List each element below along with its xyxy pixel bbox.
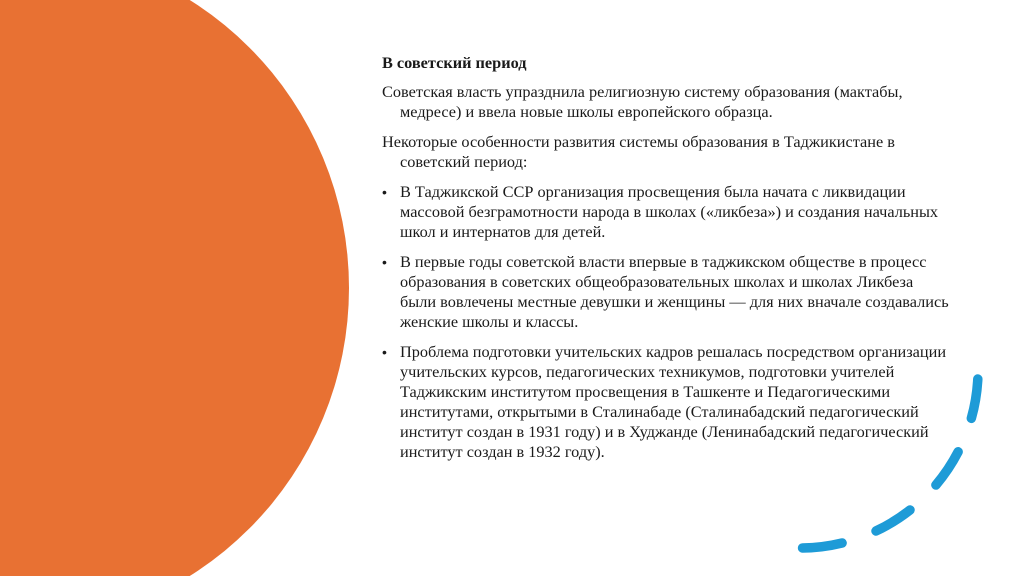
intro-paragraph: Советская власть упразднила религиозную систему образования (мактабы, медресе) и ввела новые школы европейского образца.	[382, 82, 903, 121]
bullet-item	[382, 182, 952, 242]
bullet-text: Проблема подготовки учительских кадров решалась посредством организации учительских курсов, педагогических техникумов, подготовки учителей Таджикским институтом просвещения в Ташкенте и Педагогическими институтами, открытыми в Сталинабаде (Сталинабадский педагогический институт создан в 1931 году) и в Худжанде (Ленинабадский педагогический институт создан в 1932 году).	[400, 342, 947, 461]
bullet-text: В первые годы советской власти впервые в таджикском обществе в процесс образования в советских общеобразовательных школах и школах Ликбеза были вовлечены местные девушки и женщины — для них вначале создавались женские школы и классы.	[400, 252, 949, 331]
bullet-icon: •	[382, 184, 387, 200]
bullet-icon: •	[382, 344, 387, 360]
bullet-item	[382, 252, 952, 332]
slide-heading: В советский период	[382, 53, 527, 72]
features-paragraph: Некоторые особенности развития системы образования в Таджикистане в советский период:	[382, 132, 895, 171]
orange-circle-shape	[0, 0, 349, 576]
bullet-icon: •	[382, 254, 387, 270]
bullet-item	[382, 342, 952, 462]
slide-content	[382, 53, 952, 472]
bullet-list	[382, 182, 952, 462]
bullet-text: В Таджикской ССР организация просвещения была начата с ликвидации массовой безграмотности народа в школах («ликбеза») и создания начальных школ и интернатов для детей.	[400, 182, 939, 241]
